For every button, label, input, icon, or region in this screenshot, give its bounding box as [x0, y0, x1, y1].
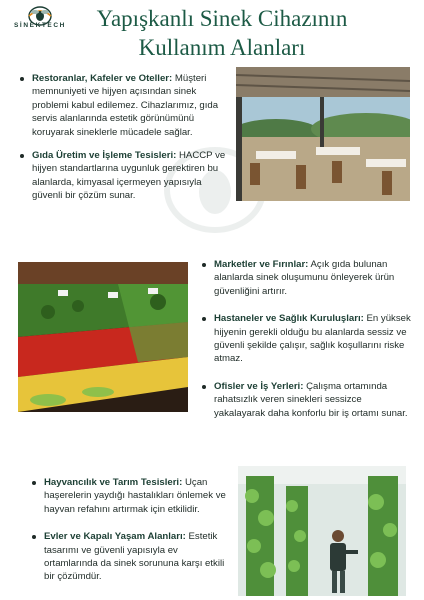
item-heading: Restoranlar, Kafeler ve Oteller:	[32, 73, 173, 84]
item-text: En yüksek hijyenin gerekli olduğu bu alanlarda sessiz ve güvenli şekilde çalışır, sağlık koşullarını riske atmaz.	[214, 313, 411, 365]
item-heading: Gıda Üretim ve İşleme Tesisleri:	[32, 150, 177, 162]
item-heading: Ofisler ve İş Yerleri:	[214, 380, 304, 392]
item-text: Müşteri memnuniyeti ve hijyen açısından sinek problemi kabul edilemez. Cihazlarımız, gıda servis alanlarında estetik görünümünü koruyarak sineklerle mücadele sağlar.	[32, 73, 219, 138]
item-heading: Evler ve Kapalı Yaşam Alanları:	[44, 531, 186, 543]
page-title-line2: Kullanım Alanları	[138, 35, 306, 60]
list-item	[18, 72, 230, 139]
item-text: Açık gıda bulunan alanlarda sinek oluşumunu önleyerek ürün güvenliğini artırır.	[214, 259, 395, 297]
text-block-top	[18, 72, 230, 213]
market-photo	[18, 262, 188, 412]
item-heading: Hastaneler ve Sağlık Kuruluşları:	[214, 313, 364, 325]
list-item	[18, 149, 230, 203]
greenhouse-photo	[238, 466, 406, 596]
restaurant-photo	[236, 67, 410, 201]
list-item	[30, 530, 226, 584]
item-text: Uçan haşerelerin yaydığı hastalıkları önlemek ve hayvan refahını artırmak için etkilidir.	[44, 477, 226, 515]
page-title	[62, 4, 382, 62]
item-text: Estetik tasarımı ve güvenli yapısıyla ev ortamlarında da sinek sorununa karşı etkili bir çözümdür.	[44, 531, 225, 583]
list-item	[30, 476, 226, 516]
list-item	[200, 312, 414, 366]
item-text: Çalışma ortamında rahatsızlık veren sinekleri sessizce yakalayarak daha konforlu bir iş ortamı sunar.	[214, 380, 408, 419]
item-heading: Hayvancılık ve Tarım Tesisleri:	[44, 477, 183, 488]
list-item	[200, 258, 414, 298]
text-block-middle	[200, 258, 414, 430]
text-block-bottom	[30, 476, 226, 594]
logo-brand: SİNEKTECH	[14, 22, 66, 29]
page-title-line1: Yapışkanlı Sinek Cihazının	[96, 6, 348, 31]
item-heading: Marketler ve Fırınlar:	[214, 259, 309, 270]
item-text: HACCP ve hijyen standartlarına uygunluk gerektiren bu alanlarda, kimyasal içermeyen yapısıyla güvenli bir çözüm sunar.	[32, 150, 226, 202]
list-item	[200, 380, 414, 420]
